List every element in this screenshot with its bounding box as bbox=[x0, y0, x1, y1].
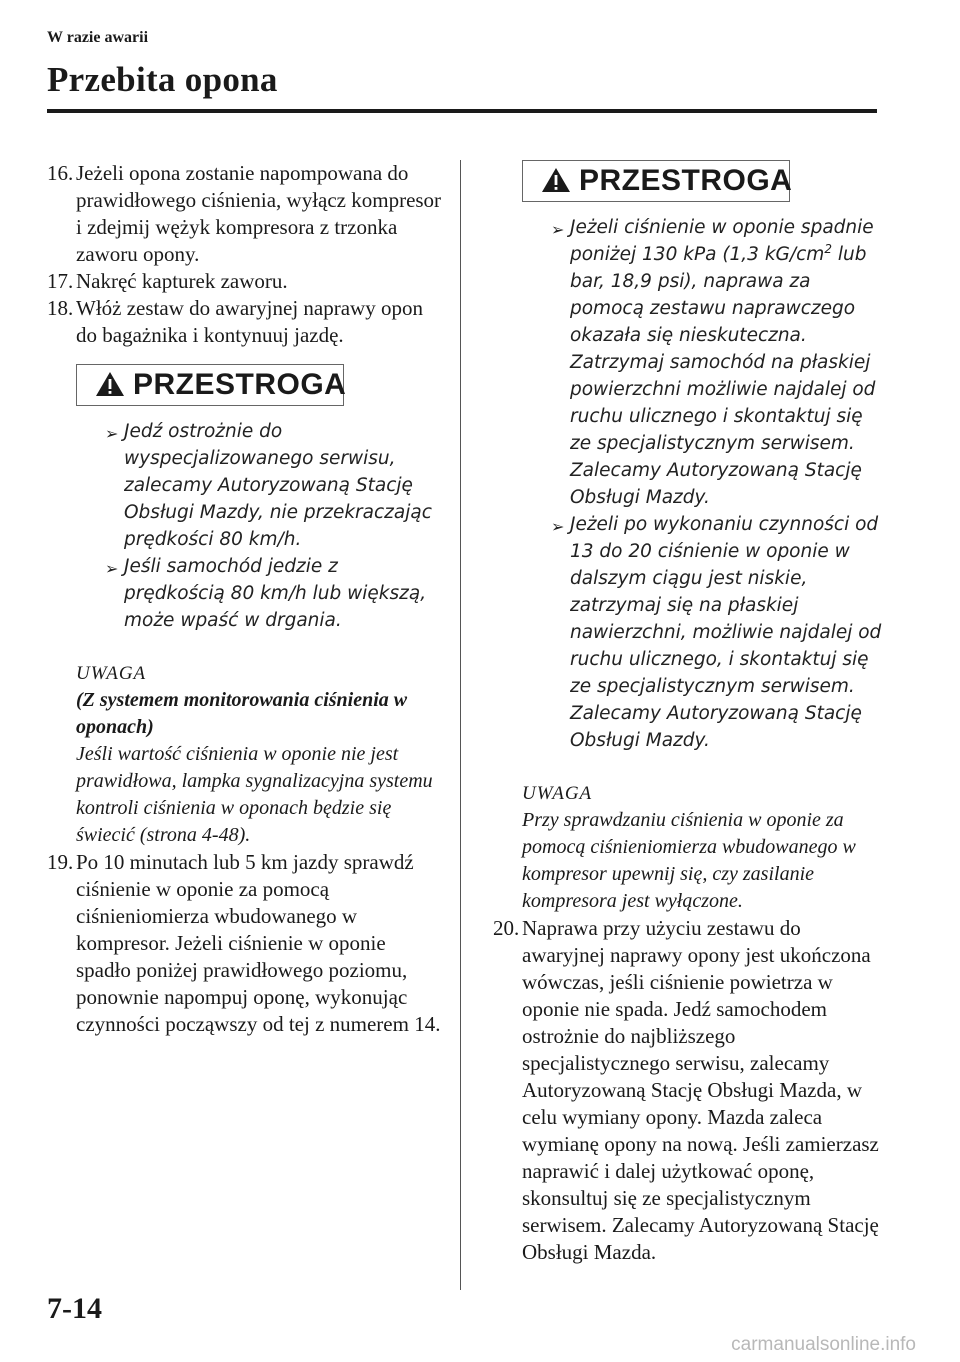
step-number: 20. bbox=[493, 916, 520, 940]
section-label: W razie awarii bbox=[47, 29, 149, 46]
arrow-bullet-icon: ➢ bbox=[105, 424, 119, 443]
warning-triangle-icon bbox=[541, 167, 571, 193]
note-text: Przy sprawdzaniu ciśnienia w oponie za pomocą ciśnieniomierza wbudowanego w kompresor upewnij się, czy zasilanie kompresora jest wyłączone. bbox=[522, 809, 856, 912]
bullet-text: Jeśli samochód jedzie z prędkością 80 km/h lub większą, może wpaść w drgania. bbox=[124, 556, 427, 631]
bullet-text bbox=[570, 217, 875, 508]
caution-bullet bbox=[105, 418, 442, 553]
caution-bullet bbox=[105, 553, 442, 634]
step-number: 16. bbox=[47, 161, 74, 185]
note-heading: UWAGA bbox=[76, 663, 147, 684]
caution-block bbox=[522, 160, 888, 754]
caution-label: PRZESTROGA bbox=[579, 163, 793, 197]
step-20 bbox=[493, 915, 888, 1266]
step-17 bbox=[47, 268, 442, 295]
caution-bullets bbox=[105, 418, 442, 634]
left-column bbox=[47, 160, 442, 1038]
note-block bbox=[76, 660, 442, 849]
arrow-bullet-icon: ➢ bbox=[551, 220, 565, 239]
watermark: carmanualsonline.info bbox=[731, 1334, 916, 1355]
caution-label: PRZESTROGA bbox=[133, 367, 347, 401]
arrow-bullet-icon: ➢ bbox=[551, 517, 565, 536]
page-title: Przebita opona bbox=[47, 60, 278, 99]
page-number: 7-14 bbox=[47, 1292, 102, 1325]
step-text: Naprawa przy użyciu zestawu do awaryjnej naprawy opony jest ukończona wówczas, jeśli ciśnienie powietrza w oponie nie spada. Jedź samochodem ostrożnie do najbliższego specjalistycznego serwisu, zalecamy Autoryzowaną Stację Obsługi Mazda, w celu wymiany opony. Mazda zaleca wymianę opony na nową. Jeśli zamierzasz naprawić i dalej użytkować oponę, skonsultuj się ze specjalistycznym serwisem. Zalecamy Autoryzowaną Stację Obsługi Mazda. bbox=[522, 916, 879, 1264]
note-text: Jeśli wartość ciśnienia w oponie nie jest prawidłowa, lampka sygnalizacyjna systemu kontroli ciśnienia w oponach będzie się świecić (strona 4-48). bbox=[76, 743, 433, 846]
superscript: 2 bbox=[824, 241, 832, 256]
note-block bbox=[522, 780, 888, 915]
right-column bbox=[493, 160, 888, 1266]
bullet-text-part: lub bar, 18,9 psi), naprawa za pomocą zestawu naprawczego okazała się nieskuteczna. Zatrzymaj samochód na płaskiej powierzchni możliwie najdalej od ruchu ulicznego i skontaktuj się ze specjalistycznym serwisem. Zalecamy Autoryzowaną Stację Obsługi Mazdy. bbox=[570, 244, 876, 508]
step-text: Nakręć kapturek zaworu. bbox=[76, 269, 288, 293]
step-text: Po 10 minutach lub 5 km jazdy sprawdź ciśnienie w oponie za pomocą ciśnieniomierza wbudowanego w kompresor. Jeżeli ciśnienie w oponie spadło poniżej prawidłowego poziomu, ponownie napompuj oponę, wykonując czynności począwszy od tej z numerem 14. bbox=[76, 850, 441, 1036]
note-heading: UWAGA bbox=[522, 783, 593, 804]
bullet-text: Jedź ostrożnie do wyspecjalizowanego serwisu, zalecamy Autoryzowaną Stację Obsługi Mazdy, nie przekraczając prędkości 80 km/h. bbox=[124, 421, 432, 550]
warning-triangle-icon bbox=[95, 371, 125, 397]
step-18 bbox=[47, 295, 442, 349]
step-16 bbox=[47, 160, 442, 268]
bullet-text: Jeżeli po wykonaniu czynności od 13 do 20 ciśnienie w oponie w dalszym ciągu jest niskie, zatrzymaj się na płaskiej nawierzchni, możliwie najdalej od ruchu ulicznego, i skontaktuj się ze specjalistycznym serwisem. Zalecamy Autoryzowaną Stację Obsługi Mazdy. bbox=[570, 514, 882, 751]
column-divider bbox=[460, 160, 461, 1290]
arrow-bullet-icon: ➢ bbox=[105, 559, 119, 578]
bullet-text-part: Jeżeli ciśnienie w oponie spadnie poniżej 130 kPa (1,3 kG/cm bbox=[570, 217, 874, 265]
step-number: 18. bbox=[47, 296, 74, 320]
step-number: 17. bbox=[47, 269, 74, 293]
step-number: 19. bbox=[47, 850, 74, 874]
caution-bullet bbox=[551, 511, 888, 754]
step-19 bbox=[47, 849, 442, 1038]
caution-header bbox=[76, 364, 347, 406]
header-rule bbox=[47, 109, 877, 113]
step-text: Jeżeli opona zostanie napompowana do prawidłowego ciśnienia, wyłącz kompresor i zdejmij wężyk kompresora z trzonka zaworu opony. bbox=[76, 161, 442, 266]
caution-block bbox=[76, 364, 442, 634]
caution-header bbox=[522, 160, 793, 202]
caution-bullets bbox=[551, 214, 888, 754]
step-text: Włóż zestaw do awaryjnej naprawy opon do bagażnika i kontynuuj jazdę. bbox=[76, 296, 423, 347]
note-subheading: (Z systemem monitorowania ciśnienia w oponach) bbox=[76, 689, 408, 738]
caution-bullet bbox=[551, 214, 888, 511]
